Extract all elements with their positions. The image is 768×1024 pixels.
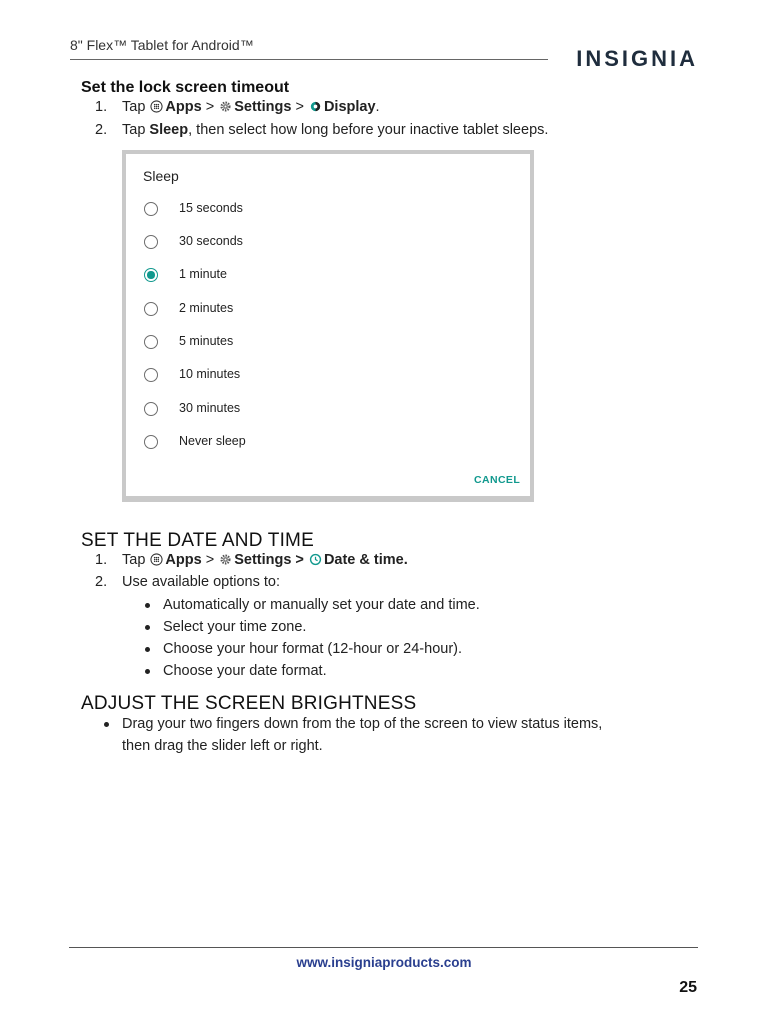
step-text: Use available options to: <box>122 574 280 590</box>
bullet-dot <box>145 625 150 630</box>
option-label: 2 minutes <box>179 301 234 315</box>
lock-step-1 <box>95 99 695 119</box>
option-label: 15 seconds <box>179 201 243 215</box>
radio-button[interactable] <box>144 402 158 416</box>
brightness-bullet <box>104 716 704 760</box>
cancel-button[interactable]: CANCEL <box>474 474 521 486</box>
settings-label: Settings > <box>234 552 304 568</box>
radio-button[interactable] <box>144 368 158 382</box>
date-step-1 <box>95 552 695 572</box>
radio-button[interactable] <box>144 202 158 216</box>
footer-divider <box>69 947 698 948</box>
bullet-dot <box>145 669 150 674</box>
tap-word: Tap <box>122 552 146 568</box>
step-rest: , then select how long before your inactive tablet sleeps. <box>188 122 549 138</box>
step-number: 2. <box>95 574 108 590</box>
option-label: 30 seconds <box>179 234 243 248</box>
apps-grid-icon <box>150 553 163 566</box>
radio-button[interactable] <box>144 335 158 349</box>
date-bullet <box>145 597 705 617</box>
dialog-title: Sleep <box>143 168 179 184</box>
step-number: 2. <box>95 122 108 138</box>
lock-timeout-heading: Set the lock screen timeout <box>81 79 290 96</box>
step-number: 1. <box>95 552 108 568</box>
option-label: 5 minutes <box>179 334 234 348</box>
date-bullet <box>145 619 705 639</box>
date-bullet <box>145 641 705 661</box>
bullet-text-line-1: Drag your two fingers down from the top of the screen to view status items, <box>122 716 603 732</box>
bullet-dot <box>104 722 109 727</box>
step-number: 1. <box>95 99 108 115</box>
lock-step-2 <box>95 122 695 142</box>
tap-word: Tap <box>122 99 146 115</box>
option-label: Never sleep <box>179 434 246 448</box>
sleep-label: Sleep <box>149 122 189 138</box>
bullet-text: Automatically or manually set your date and time. <box>163 597 480 613</box>
date-step-2 <box>95 574 695 594</box>
clock-icon <box>309 553 322 566</box>
separator: > <box>205 552 215 568</box>
bullet-text: Choose your date format. <box>163 663 327 679</box>
date-bullet <box>145 663 705 683</box>
gear-icon <box>219 553 232 566</box>
step-text <box>122 122 548 138</box>
apps-label: Apps <box>165 552 202 568</box>
option-label: 1 minute <box>179 267 227 281</box>
page-number: 25 <box>679 979 697 996</box>
radio-button[interactable] <box>144 302 158 316</box>
radio-button-selected[interactable] <box>144 268 158 282</box>
document-title: 8" Flex™ Tablet for Android™ <box>70 37 254 53</box>
period: . <box>375 99 380 115</box>
brightness-heading: ADJUST THE SCREEN BRIGHTNESS <box>81 693 417 714</box>
settings-label: Settings <box>234 99 292 115</box>
display-brightness-icon <box>309 100 322 113</box>
display-label: Display <box>323 99 376 115</box>
date-time-label: Date & time. <box>323 552 408 568</box>
option-label: 30 minutes <box>179 401 241 415</box>
separator: > <box>205 99 215 115</box>
option-label: 10 minutes <box>179 367 241 381</box>
bullet-text-line-2: then drag the slider left or right. <box>122 738 323 754</box>
bullet-text: Choose your hour format (12-hour or 24-hour). <box>163 641 463 657</box>
header-divider <box>70 59 548 60</box>
footer-website-link[interactable]: www.insigniaproducts.com <box>296 955 472 970</box>
tap-word: Tap <box>122 122 146 138</box>
brand-logo: INSIGNIA <box>576 46 698 71</box>
radio-button[interactable] <box>144 435 158 449</box>
separator: > <box>295 99 304 115</box>
sleep-dialog <box>126 154 530 496</box>
bullet-text: Select your time zone. <box>163 619 307 635</box>
apps-label: Apps <box>165 99 202 115</box>
bullet-dot <box>145 603 150 608</box>
date-time-heading: SET THE DATE AND TIME <box>81 530 314 551</box>
gear-icon <box>219 100 232 113</box>
step-text <box>122 99 380 115</box>
step-text <box>122 552 408 568</box>
apps-grid-icon <box>150 100 163 113</box>
radio-button[interactable] <box>144 235 158 249</box>
bullet-dot <box>145 647 150 652</box>
